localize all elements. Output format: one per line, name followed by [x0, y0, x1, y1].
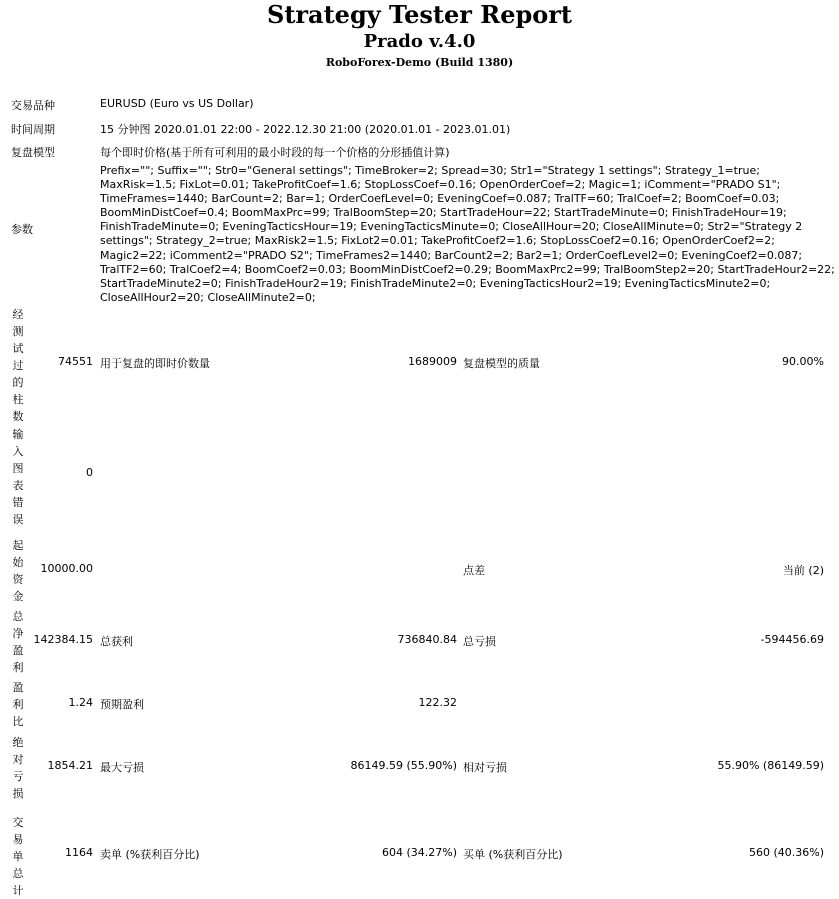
label-char: 利	[12, 661, 24, 674]
maximal-drawdown-label: 最大亏损	[100, 761, 144, 774]
profit-factor-value: 1.24	[68, 696, 93, 709]
total-trades-value: 1164	[65, 846, 93, 859]
gross-profit-label: 总获利	[100, 635, 133, 648]
label-char: 数	[12, 410, 24, 423]
ticks-label: 用于复盘的即时价数量	[100, 357, 210, 370]
relative-drawdown-value: 55.90% (86149.59)	[717, 759, 824, 772]
label-char: 总	[12, 610, 24, 623]
net-profit-label	[11, 608, 25, 676]
period-value: 15 分钟图 2020.01.01 22:00 - 2022.12.30 21:00 (2020.01.01 - 2023.01.01)	[100, 123, 511, 136]
label-char: 输	[12, 428, 24, 441]
symbol-value: EURUSD (Euro vs US Dollar)	[100, 97, 254, 110]
label-char: 起	[12, 539, 24, 552]
label-char: 经	[12, 308, 24, 321]
report-title: Strategy Tester Report	[266, 0, 573, 29]
relative-drawdown-label: 相对亏损	[463, 761, 507, 774]
bars-tested-label	[11, 306, 25, 425]
initial-deposit-value: 10000.00	[40, 562, 93, 575]
symbol-label: 交易品种	[11, 99, 55, 112]
label-char: 绝	[12, 736, 24, 749]
label-char: 过	[12, 359, 24, 372]
expected-payoff-value: 122.32	[418, 696, 457, 709]
chart-errors-label	[11, 426, 25, 528]
label-char: 入	[12, 445, 24, 458]
label-char: 对	[12, 753, 24, 766]
label-char: 计	[12, 884, 24, 897]
server-build: RoboForex-Demo (Build 1380)	[325, 56, 514, 69]
label-char: 图	[12, 462, 24, 475]
short-positions-label: 卖单 (%获利百分比)	[100, 848, 200, 861]
label-char: 表	[12, 479, 24, 492]
label-char: 误	[12, 513, 24, 526]
label-char: 资	[12, 573, 24, 586]
model-value: 每个即时价格(基于所有可利用的最小时段的每一个价格的分形插值计算)	[100, 146, 450, 159]
label-char: 利	[12, 698, 24, 711]
label-char: 盈	[12, 681, 24, 694]
params-label: 参数	[11, 223, 33, 236]
long-positions-label: 买单 (%获利百分比)	[463, 848, 563, 861]
model-quality-value: 90.00%	[782, 355, 824, 368]
bars-tested-value: 74551	[58, 355, 93, 368]
expert-name: Prado v.4.0	[363, 31, 476, 52]
label-char: 单	[12, 850, 24, 863]
label-char: 测	[12, 325, 24, 338]
expected-payoff-label: 预期盈利	[100, 698, 144, 711]
net-profit-value: 142384.15	[33, 633, 93, 646]
profit-factor-label	[11, 679, 25, 730]
short-positions-value: 604 (34.27%)	[381, 846, 457, 859]
gross-profit-value: 736840.84	[397, 633, 457, 646]
label-char: 净	[12, 627, 24, 640]
ticks-value: 1689009	[408, 355, 457, 368]
model-label: 复盘模型	[11, 146, 55, 159]
chart-errors-value: 0	[86, 466, 93, 479]
initial-deposit-label	[11, 537, 25, 605]
label-char: 比	[12, 715, 24, 728]
total-trades-label	[11, 814, 25, 899]
absolute-drawdown-value: 1854.21	[47, 759, 93, 772]
model-quality-label: 复盘模型的质量	[463, 357, 540, 370]
label-char: 始	[12, 556, 24, 569]
label-char: 盈	[12, 644, 24, 657]
label-char: 损	[12, 787, 24, 800]
spread-value: 当前 (2)	[782, 564, 824, 577]
label-char: 亏	[12, 770, 24, 783]
label-char: 金	[12, 590, 24, 603]
gross-loss-value: -594456.69	[760, 633, 824, 646]
label-char: 交	[12, 816, 24, 829]
label-char: 错	[12, 496, 24, 509]
gross-loss-label: 总亏损	[463, 635, 496, 648]
period-label: 时间周期	[11, 123, 55, 136]
label-char: 总	[12, 867, 24, 880]
label-char: 柱	[12, 393, 24, 406]
params-value: Prefix=""; Suffix=""; Str0="General settings"; TimeBroker=2; Spread=30; Str1="Strategy 1 settings"; Strategy_1=true; MaxRisk=1.5; FixLot=0.01; TakeProfitCoef=1.6; StopLossCoef=0.16; OpenOrderCoef=2; Magic=1; iComment="PRADO S1"; TimeFrames=1440; BarCount=2; Bar=1; OrderCoefLevel=0; EveningCoef=0.087; TralTF=60; TralCoef=2; BoomCoef=0.03; BoomMinDistCoef=0.4; BoomMaxPrc=99; TralBoomStep=20; StartTradeHour=22; StartTradeMinute=0; FinishTradeHour=19; FinishTradeMinute=0; EveningTacticsHour=19; EveningTacticsMinute=0; CloseAllHour=20; CloseAllMinute=0; Str2="Strategy 2 settings"; Strategy_2=true; MaxRisk2=1.5; FixLot2=0.01; TakeProfitCoef2=1.6; StopLossCoef2=0.16; OpenOrderCoef2=2; Magic2=22; iComment2="PRADO S2"; TimeFrames2=1440; BarCount2=2; Bar2=1; OrderCoefLevel2=0; EveningCoef2=0.087; TralTF2=60; TralCoef2=4; BoomCoef2=0.03; BoomMinDistCoef2=0.29; BoomMaxPrc2=99; TralBoomStep2=20; StartTradeHour2=22; StartTradeMinute2=0; FinishTradeHour2=19; FinishTradeMinute2=0; EveningTacticsHour2=19; EveningTacticsMinute2=0; CloseAllHour2=20; CloseAllMinute2=0;	[100, 164, 835, 304]
label-char: 的	[12, 376, 24, 389]
label-char: 试	[12, 342, 24, 355]
label-char: 易	[12, 833, 24, 846]
long-positions-value: 560 (40.36%)	[748, 846, 824, 859]
spread-label: 点差	[463, 564, 485, 577]
absolute-drawdown-label	[11, 734, 25, 802]
maximal-drawdown-value: 86149.59 (55.90%)	[350, 759, 457, 772]
